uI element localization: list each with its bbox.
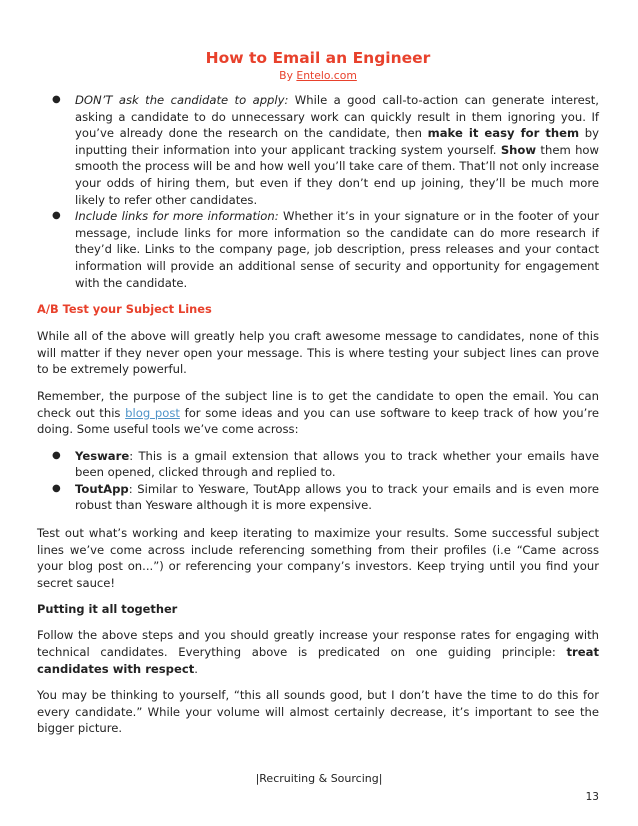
tool-desc: : Similar to Yesware, ToutApp allows you to track your emails and is even more robust than Yesware although it is more expensive.	[75, 481, 599, 513]
tip-lead: DON’T ask the candidate to apply:	[75, 93, 289, 107]
blog-post-link[interactable]: blog post	[125, 405, 180, 420]
tip-text: Whether it’s in your signature or in the footer of your message, include links for more information so the candidate can do more research if they’d like. Links to the company page, job description, press releases and your contact information will provide an additional sense of security and opportunity for engagement with the candidate.	[75, 209, 599, 290]
paragraph	[37, 388, 599, 438]
tip-text: by inputting their information into your applicant tracking system yourself.	[75, 126, 599, 157]
tip-bold: make it easy for them	[427, 126, 580, 141]
paragraph-text: .	[194, 661, 198, 676]
page-number: 13	[585, 791, 599, 803]
section-heading-together: Putting it all together	[37, 602, 178, 617]
paragraph-text: for some ideas and you can use software to keep track of how you’re doing. Some useful tools we’ve come across:	[37, 405, 599, 437]
footer-label: |Recruiting & Sourcing|	[255, 772, 383, 785]
paragraph-text: Follow the above steps and you should greatly increase your response rates for engaging with technical candidates. Everything above is predicated on one guiding principle:	[37, 628, 599, 660]
tool-name: ToutApp	[75, 481, 129, 496]
byline-prefix: By	[279, 69, 297, 82]
bullet-icon: ●	[52, 482, 61, 494]
bullet-icon: ●	[52, 449, 61, 461]
list-item	[37, 208, 599, 291]
paragraph: Test out what’s working and keep iterating to maximize your results. Some successful subject lines we’ve come across include referencing something from their profiles (i.e “Came across your blog post on...”) or referencing your company’s investors. Keep trying until you find your secret sauce!	[37, 526, 599, 590]
paragraph: While all of the above will greatly help you craft awesome message to candidates, none of this will matter if they never open your message. This is where testing your subject lines can prove to be extremely powerful.	[37, 329, 599, 377]
tool-desc: : This is a gmail extension that allows you to track whether your emails have been opened, clicked through and replied to.	[75, 448, 599, 480]
list-item	[37, 448, 599, 481]
byline	[37, 68, 599, 83]
tips-list	[37, 92, 599, 291]
entelo-link[interactable]: Entelo.com	[296, 69, 357, 82]
paragraph	[37, 627, 599, 677]
paragraph-bold: treat candidates with respect	[37, 645, 599, 676]
list-item	[37, 92, 599, 208]
tools-list	[37, 448, 599, 514]
tip-bold: Show	[500, 142, 537, 157]
tip-text: them how smooth the process will be and how well you’ll take care of them. That’ll not only increase your odds of hiring them, but even if they don’t end up joining, they’ll be much more likely to refer other candidates.	[75, 142, 599, 207]
bullet-icon: ●	[52, 94, 61, 105]
document-page	[37, 48, 599, 737]
tool-name: Yesware	[75, 448, 130, 463]
paragraph: You may be thinking to yourself, “this all sounds good, but I don’t have the time to do this for every candidate.” While your volume will almost certainly decrease, it’s important to see the bigger picture.	[37, 688, 599, 736]
tip-lead: Include links for more information:	[75, 209, 279, 224]
page-title: How to Email an Engineer	[205, 49, 431, 67]
section-heading-ab-test: A/B Test your Subject Lines	[37, 302, 212, 317]
tip-text: While a good call-to-action can generate interest, asking a candidate to do unnecessary work can quickly result in them ignoring you. If you’ve already done the research on the candidate, then	[75, 93, 599, 141]
list-item	[37, 481, 599, 514]
bullet-icon: ●	[52, 210, 61, 222]
paragraph-text: Remember, the purpose of the subject line is to get the candidate to open the email. You can check out this	[37, 388, 599, 420]
